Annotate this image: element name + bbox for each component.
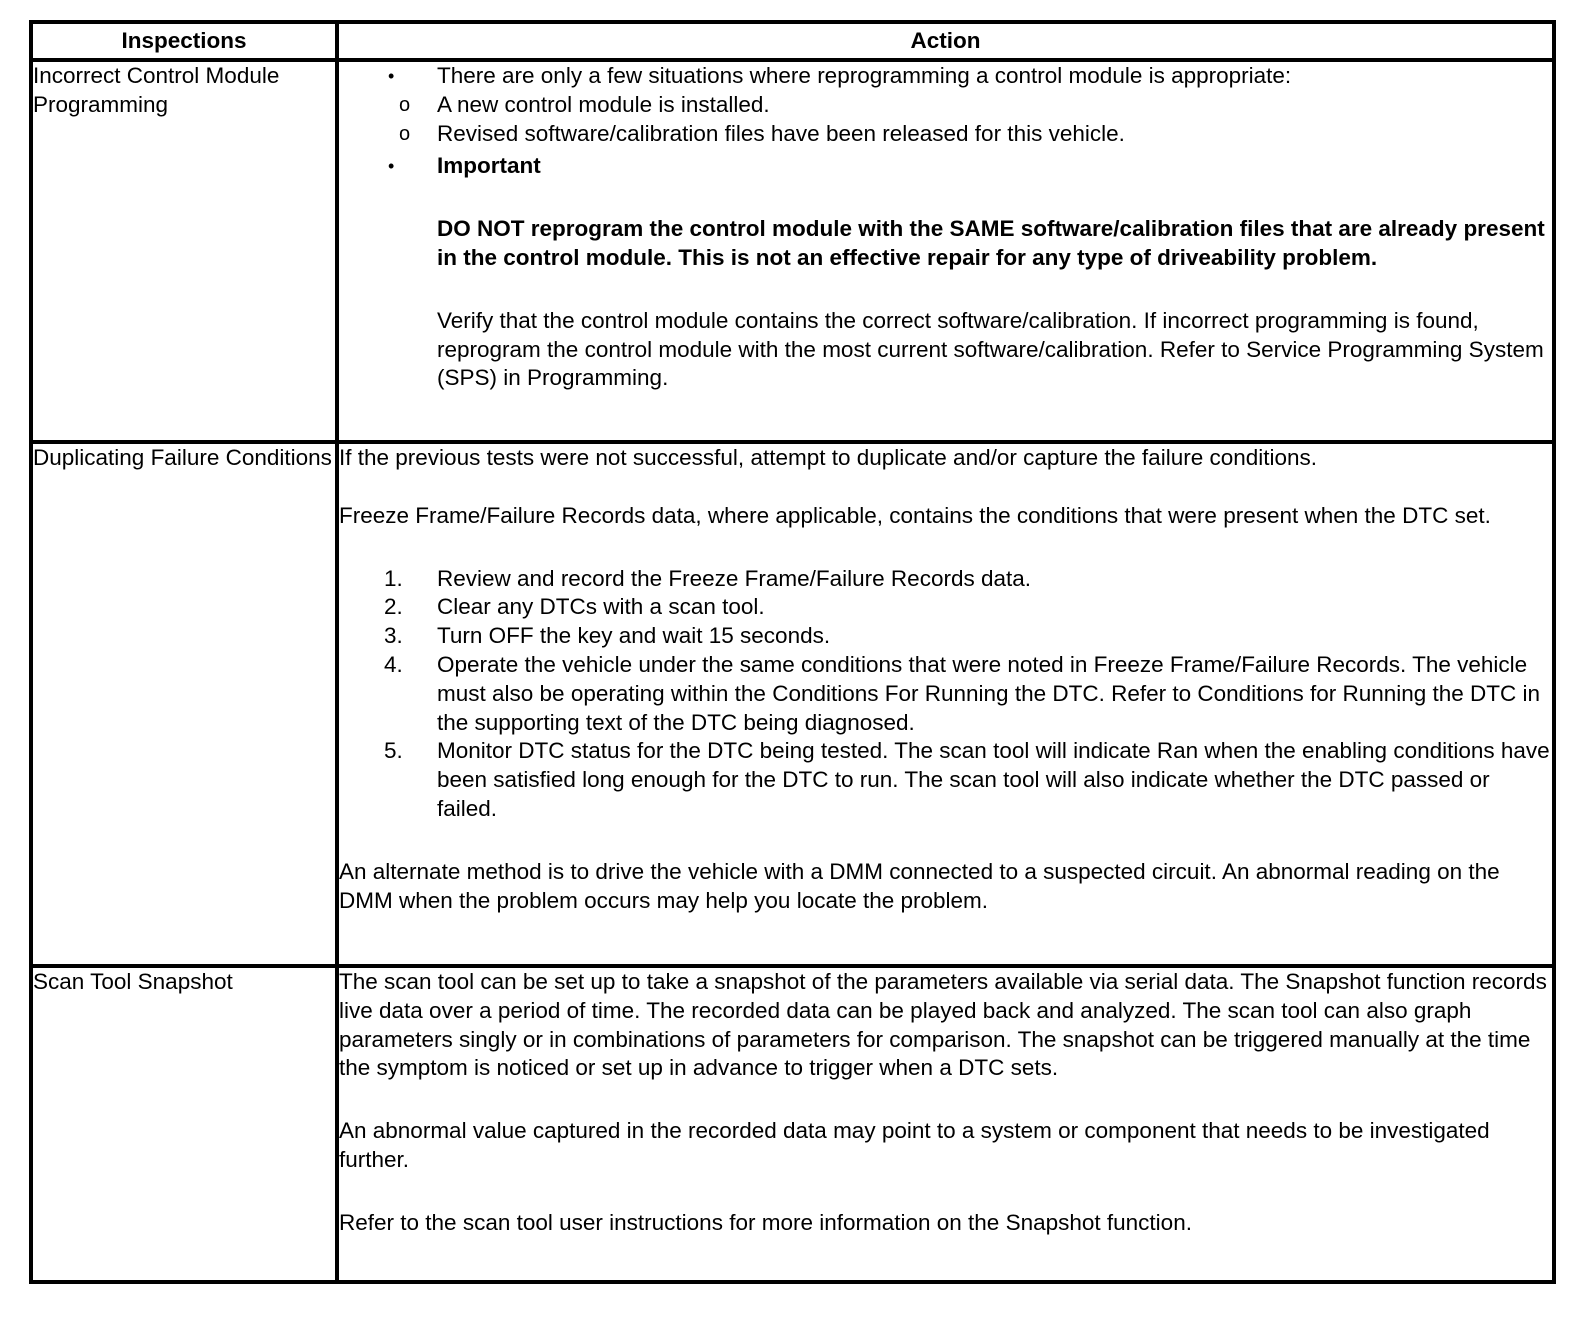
list-item: 2. Clear any DTCs with a scan tool. bbox=[384, 594, 765, 620]
inspections-table bbox=[29, 20, 1556, 1284]
inspection-cell: Duplicating Failure Conditions bbox=[31, 442, 337, 966]
header-inspections: Inspections bbox=[31, 22, 337, 60]
sub-bullet-list bbox=[339, 91, 1552, 149]
list-item: o A new control module is installed. bbox=[339, 91, 1552, 120]
inspection-cell: Incorrect Control Module Programming bbox=[31, 60, 337, 442]
action-cell bbox=[337, 966, 1554, 1282]
bullet-list bbox=[339, 62, 1552, 393]
table-row bbox=[31, 966, 1554, 1282]
alternate-method-text: An alternate method is to drive the vehicle with a DMM connected to a suspected circuit. An abnormal reading on the DMM when the problem occurs may help you locate the problem. bbox=[339, 858, 1500, 913]
header-action: Action bbox=[337, 22, 1554, 60]
bullet-icon: • bbox=[388, 66, 395, 86]
intro-text: If the previous tests were not successful, attempt to duplicate and/or capture the failure conditions. bbox=[339, 445, 1318, 470]
table-header-row bbox=[31, 22, 1554, 60]
table-row bbox=[31, 60, 1554, 442]
list-item: • There are only a few situations where reprogramming a control module is appropriate: o A new control module is installed. o Revised software/calibration files have been released for this vehicle. bbox=[339, 62, 1552, 148]
list-item: 4. Operate the vehicle under the same conditions that were noted in Freeze Frame/Failure Records. The vehicle must also be operating within the Conditions For Running the DTC. Refer to Conditions for Running the DTC in the supporting text of the DTC being diagnosed. bbox=[384, 651, 1541, 735]
action-cell bbox=[337, 60, 1554, 442]
snapshot-para-3: Refer to the scan tool user instructions for more information on the Snapshot function. bbox=[339, 1209, 1192, 1235]
steps-list bbox=[339, 565, 1552, 824]
list-item: 5. Monitor DTC status for the DTC being tested. The scan tool will indicate Ran when the enabling conditions have been satisfied long enough for the DTC to run. The scan tool will also indicate whether the DTC passed or failed. bbox=[384, 738, 1550, 821]
circle-bullet-icon: o bbox=[399, 122, 411, 145]
action-cell bbox=[337, 442, 1554, 966]
bullet-icon: • bbox=[388, 156, 395, 177]
freeze-frame-text: Freeze Frame/Failure Records data, where applicable, contains the conditions that were present when the DTC set. bbox=[339, 502, 1491, 528]
snapshot-para-2: An abnormal value captured in the recorded data may point to a system or component that needs to be investigated further. bbox=[339, 1118, 1490, 1172]
verify-text: Verify that the control module contains the correct software/calibration. If incorrect programming is found, reprogram the control module with the most current software/calibration. Refer to Service Programming System (SPS) in Programming. bbox=[437, 307, 1544, 391]
list-item: 1. Review and record the Freeze Frame/Failure Records data. bbox=[384, 565, 1032, 591]
table-row bbox=[31, 442, 1554, 966]
list-item: 3. Turn OFF the key and wait 15 seconds. bbox=[384, 623, 831, 649]
list-item bbox=[339, 152, 1552, 393]
list-item: o Revised software/calibration files have been released for this vehicle. bbox=[339, 120, 1552, 149]
snapshot-para-1: The scan tool can be set up to take a snapshot of the parameters available via serial data. The Snapshot function records live data over a period of time. The recorded data can be played back and analyzed. The scan tool can also graph parameters singly or in combinations of parameters for comparison. The snapshot can be triggered manually at the time the symptom is noticed or set up in advance to trigger when a DTC sets. bbox=[339, 969, 1547, 1081]
inspection-cell: Scan Tool Snapshot bbox=[31, 966, 337, 1282]
important-text: DO NOT reprogram the control module with the SAME software/calibration files that are already present in the control module. This is not an effective repair for any type of driveability problem. bbox=[437, 216, 1545, 270]
important-label: Important bbox=[437, 153, 541, 179]
circle-bullet-icon: o bbox=[399, 93, 411, 116]
